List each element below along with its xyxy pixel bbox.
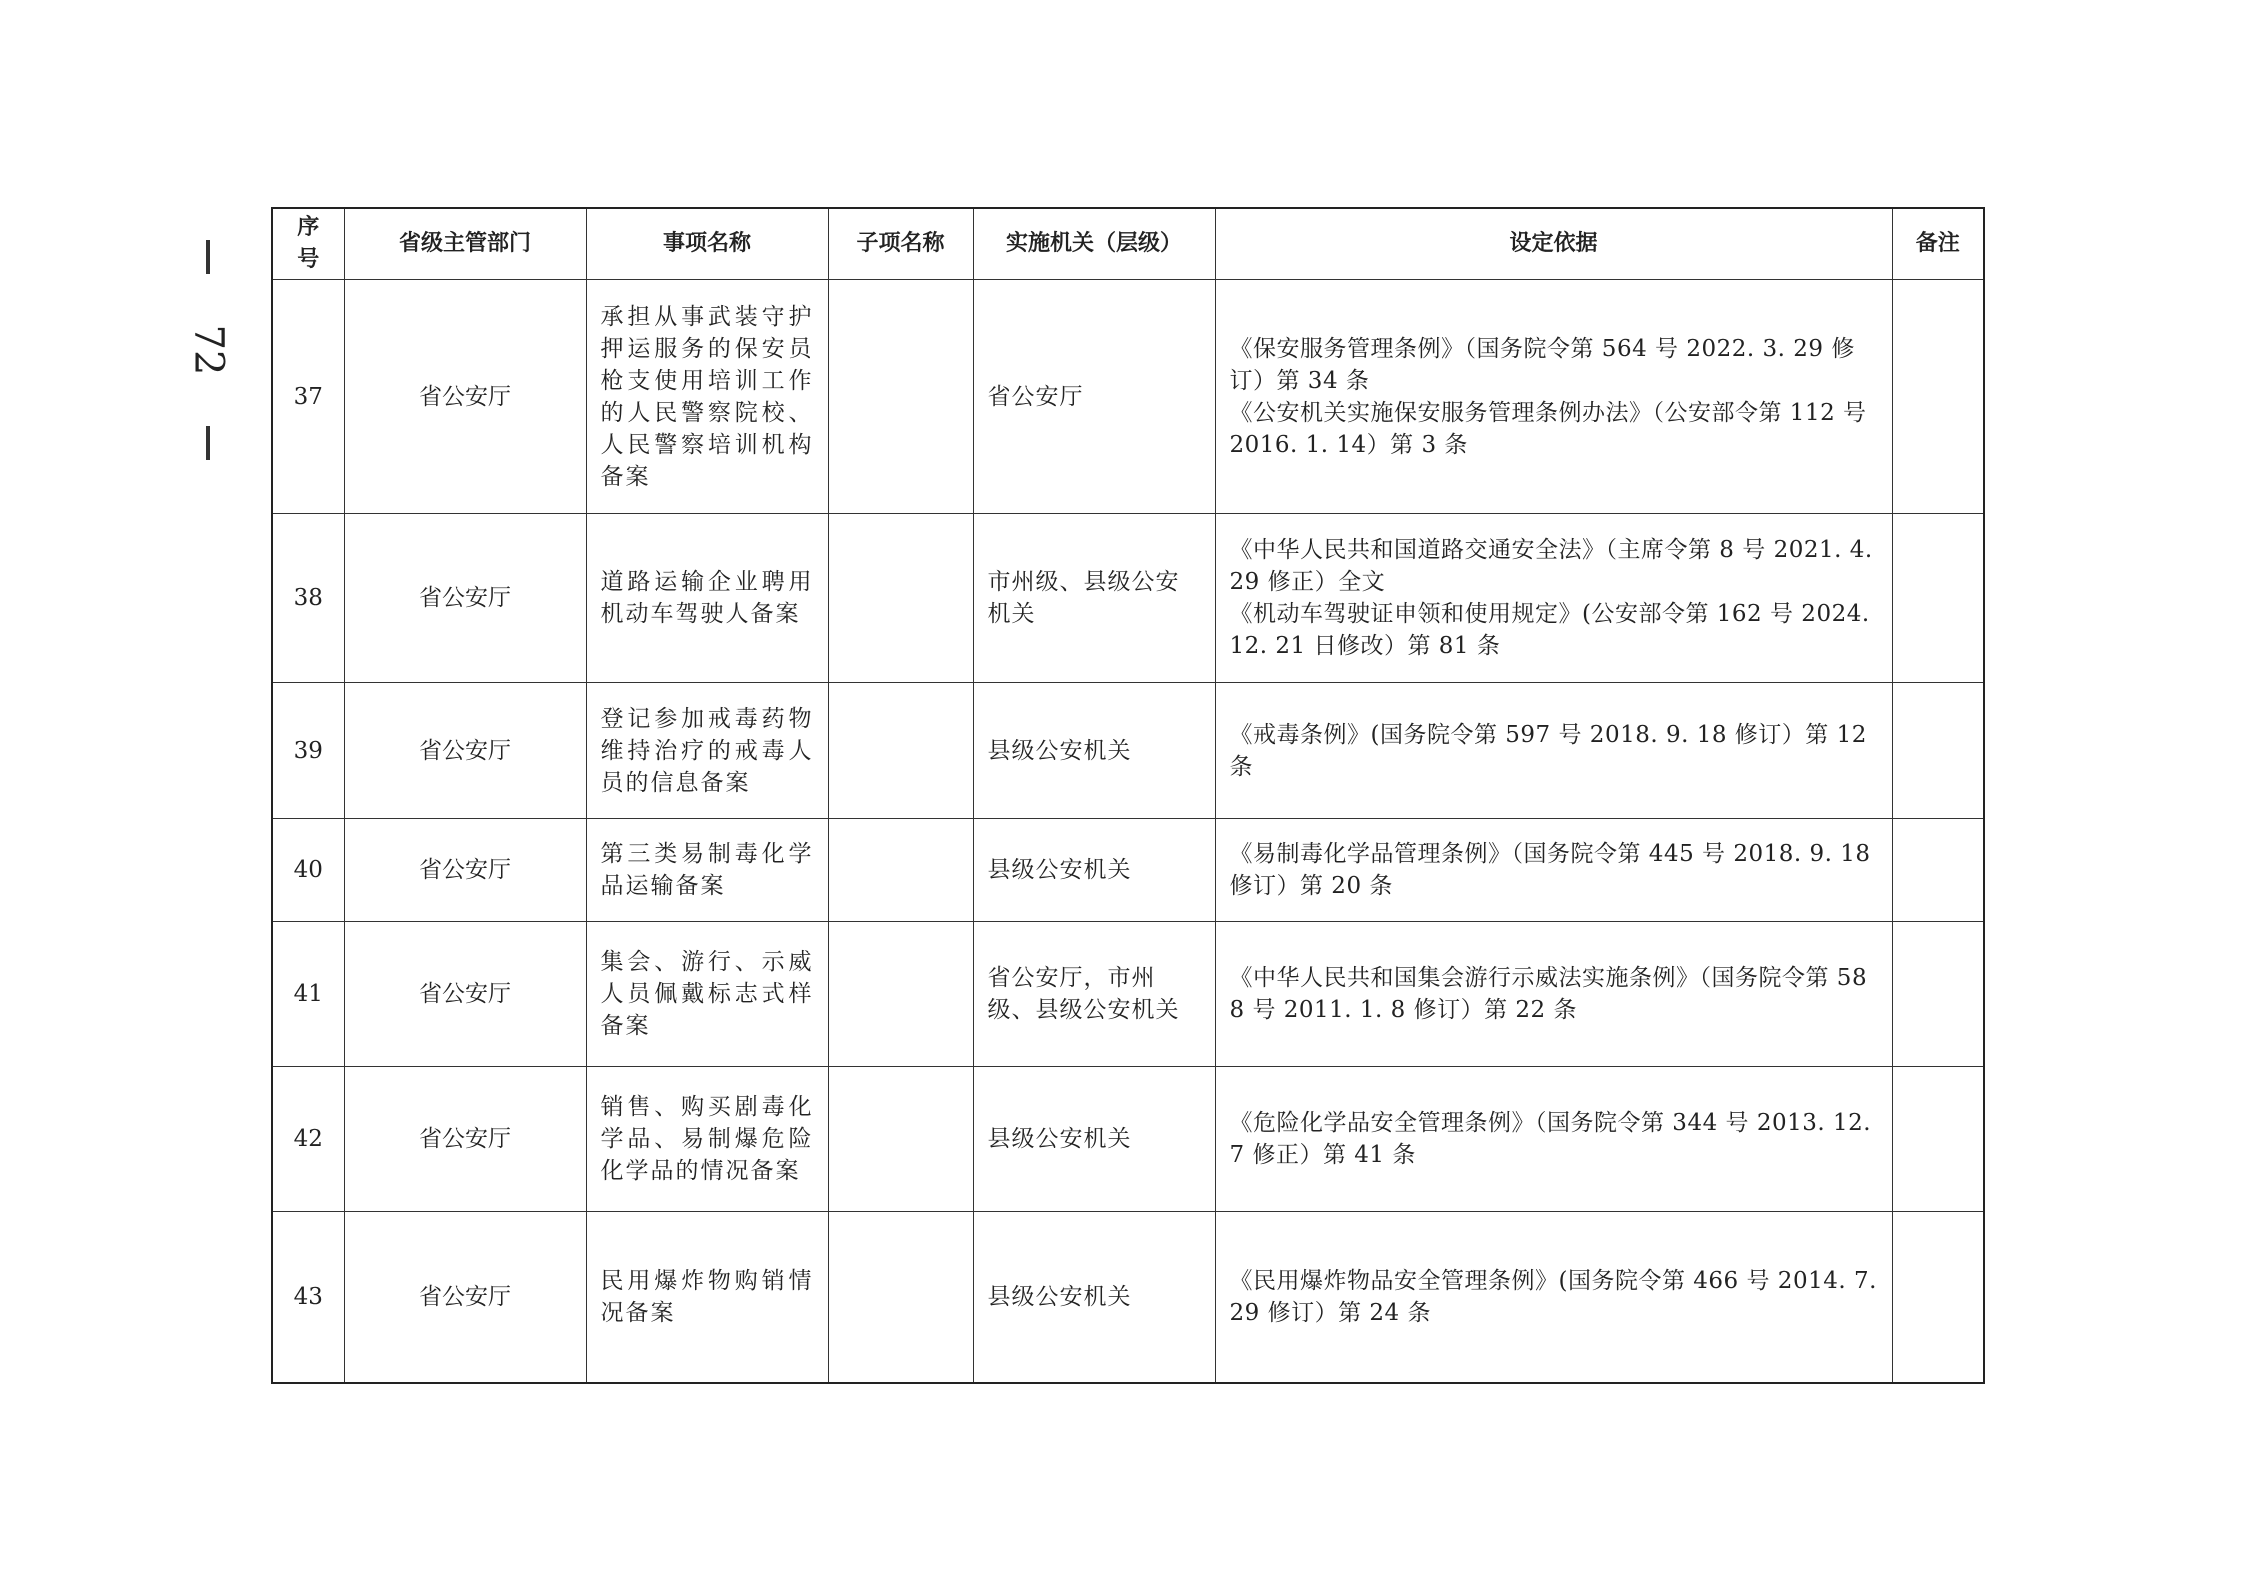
table-row xyxy=(272,1067,1984,1212)
header-subitem-name: 子项名称 xyxy=(828,208,973,280)
page-number-text: 72 xyxy=(185,324,231,376)
table-header-row xyxy=(272,208,1984,280)
cell-subitem-name xyxy=(828,1067,973,1212)
cell-serial: 43 xyxy=(272,1212,344,1383)
cell-item-name: 承担从事武装守护押运服务的保安员枪支使用培训工作的人民警察院校、人民警察培训机构备案 xyxy=(586,280,828,514)
cell-subitem-name xyxy=(828,683,973,819)
cell-item-name: 民用爆炸物购销情况备案 xyxy=(586,1212,828,1383)
cell-subitem-name xyxy=(828,280,973,514)
cell-legal-basis xyxy=(1215,683,1892,819)
cell-department: 省公安厅 xyxy=(344,819,586,922)
cell-implementing-org: 县级公安机关 xyxy=(973,1067,1215,1212)
cell-department: 省公安厅 xyxy=(344,683,586,819)
cell-subitem-name xyxy=(828,819,973,922)
cell-remark xyxy=(1892,922,1984,1067)
basis-line: 《民用爆炸物品安全管理条例》(国务院令第 466 号 2014. 7. 29 修订）第 24 条 xyxy=(1229,1267,1877,1326)
basis-line: 《保安服务管理条例》（国务院令第 564 号 2022. 3. 29 修订）第 34 条 xyxy=(1229,335,1855,394)
cell-item-name: 道路运输企业聘用机动车驾驶人备案 xyxy=(586,514,828,683)
cell-remark xyxy=(1892,1067,1984,1212)
cell-implementing-org: 省公安厅 xyxy=(973,280,1215,514)
page-number-dash-bottom xyxy=(206,426,210,460)
basis-line: 《易制毒化学品管理条例》（国务院令第 445 号 2018. 9. 18 修订）第 20 条 xyxy=(1229,841,1871,899)
cell-department: 省公安厅 xyxy=(344,1212,586,1383)
cell-subitem-name xyxy=(828,1212,973,1383)
table-row xyxy=(272,922,1984,1067)
header-serial: 序号 xyxy=(272,208,344,280)
header-legal-basis: 设定依据 xyxy=(1215,208,1892,280)
cell-serial: 37 xyxy=(272,280,344,514)
table-row xyxy=(272,280,1984,514)
basis-line: 《公安机关实施保安服务管理条例办法》（公安部令第 112 号 2016. 1. 14）第 3 条 xyxy=(1229,399,1867,458)
cell-remark xyxy=(1892,819,1984,922)
basis-line: 《危险化学品安全管理条例》（国务院令第 344 号 2013. 12. 7 修正）第 41 条 xyxy=(1229,1110,1872,1168)
cell-item-name: 集会、游行、示威人员佩戴标志式样备案 xyxy=(586,922,828,1067)
basis-line: 《戒毒条例》(国务院令第 597 号 2018. 9. 18 修订）第 12 条 xyxy=(1229,721,1867,780)
basis-line: 《中华人民共和国道路交通安全法》（主席令第 8 号 2021. 4. 29 修正）全文 xyxy=(1229,537,1873,595)
header-item-name: 事项名称 xyxy=(586,208,828,280)
cell-serial: 41 xyxy=(272,922,344,1067)
cell-item-name: 第三类易制毒化学品运输备案 xyxy=(586,819,828,922)
filing-items-table xyxy=(271,207,1985,1384)
header-department: 省级主管部门 xyxy=(344,208,586,280)
cell-serial: 39 xyxy=(272,683,344,819)
cell-implementing-org: 县级公安机关 xyxy=(973,683,1215,819)
cell-implementing-org: 市州级、县级公安机关 xyxy=(973,514,1215,683)
basis-line: 《中华人民共和国集会游行示威法实施条例》（国务院令第 588 号 2011. 1. 8 修订）第 22 条 xyxy=(1229,965,1868,1023)
cell-legal-basis xyxy=(1215,514,1892,683)
cell-department: 省公安厅 xyxy=(344,1067,586,1212)
cell-serial: 40 xyxy=(272,819,344,922)
cell-serial: 38 xyxy=(272,514,344,683)
cell-remark xyxy=(1892,683,1984,819)
cell-legal-basis xyxy=(1215,280,1892,514)
header-remark: 备注 xyxy=(1892,208,1984,280)
table-row xyxy=(272,683,1984,819)
cell-legal-basis xyxy=(1215,1212,1892,1383)
cell-remark xyxy=(1892,280,1984,514)
cell-legal-basis xyxy=(1215,1067,1892,1212)
cell-legal-basis xyxy=(1215,819,1892,922)
page-number-dash-top xyxy=(206,240,210,274)
cell-department: 省公安厅 xyxy=(344,514,586,683)
cell-item-name: 销售、购买剧毒化学品、易制爆危险化学品的情况备案 xyxy=(586,1067,828,1212)
cell-legal-basis xyxy=(1215,922,1892,1067)
page-number xyxy=(168,240,248,460)
cell-subitem-name xyxy=(828,922,973,1067)
header-implementing-org: 实施机关（层级） xyxy=(973,208,1215,280)
cell-serial: 42 xyxy=(272,1067,344,1212)
cell-implementing-org: 县级公安机关 xyxy=(973,819,1215,922)
basis-line: 《机动车驾驶证申领和使用规定》(公安部令第 162 号 2024. 12. 21 日修改）第 81 条 xyxy=(1229,601,1870,659)
cell-department: 省公安厅 xyxy=(344,922,586,1067)
cell-department: 省公安厅 xyxy=(344,280,586,514)
cell-implementing-org: 县级公安机关 xyxy=(973,1212,1215,1383)
cell-subitem-name xyxy=(828,514,973,683)
cell-remark xyxy=(1892,1212,1984,1383)
table-row xyxy=(272,819,1984,922)
cell-remark xyxy=(1892,514,1984,683)
table-row xyxy=(272,1212,1984,1383)
cell-implementing-org: 省公安厅，市州级、县级公安机关 xyxy=(973,922,1215,1067)
table-row xyxy=(272,514,1984,683)
cell-item-name: 登记参加戒毒药物维持治疗的戒毒人员的信息备案 xyxy=(586,683,828,819)
